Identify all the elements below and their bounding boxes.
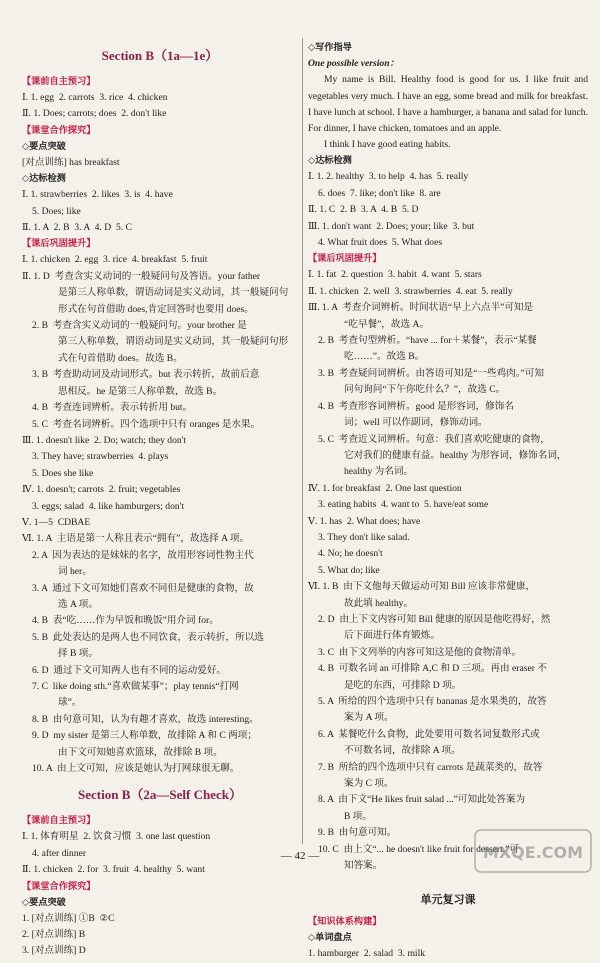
heading-after-class: 【课后巩固提升】 — [22, 238, 96, 250]
answer-line: 4. B 表“吃……作为早饭和晚饭”用介词 for。 — [32, 615, 219, 627]
column-divider — [302, 38, 303, 844]
watermark-text: MXQE.COM — [482, 843, 584, 862]
answer-line: Ⅱ. 1. A 2. B 3. A 4. D 5. C — [22, 222, 132, 234]
answer-line: Ⅰ. 1. fat 2. question 3. habit 4. want 5. stars — [308, 269, 482, 281]
answer-line: 3. C 由下文列举的内容可知这是他的食物清单。 — [318, 646, 522, 658]
answer-line: 2. D 由上下文内容可知 Bill 健康的原因是他吃得好，然 — [318, 613, 551, 625]
answer-line: 3. [对点训练] D — [22, 945, 86, 957]
answer-line: 案为 C 项。 — [344, 778, 394, 790]
answer-line: 3. They have; strawberries 4. plays — [32, 451, 169, 463]
answer-line: Ⅵ. 1. A 主语是第一人称且表示“拥有”，故选择 A 项。 — [22, 533, 250, 545]
answer-line: healthy 为名词。 — [344, 466, 414, 478]
answer-line: 5. Does she like — [32, 467, 94, 479]
answer-line: 4. What fruit does 5. What does — [318, 237, 443, 249]
answer-line: Ⅰ. 1. egg 2. carrots 3. rice 4. chicken — [22, 92, 168, 103]
answer-line: 选 A 项。 — [58, 598, 98, 610]
answer-line: 后下面进行体育锻炼。 — [344, 630, 440, 642]
heading-in-class: 【课堂合作探究】 — [22, 124, 96, 136]
answer-line: 7. C like doing sth.“喜欢做某事”；play tennis“打网 — [32, 681, 239, 692]
heading-knowledge: 【知识体系构建】 — [308, 916, 382, 928]
answer-line: B 项。 — [344, 810, 372, 822]
answer-line: 词；well 可以作副词，修饰动词。 — [344, 417, 488, 429]
answer-line: 2. B 考查含实义动词的一般疑问句。your brother 是 — [32, 320, 247, 332]
answer-line: 问句询问“下午你吃什么？”，故选 C。 — [344, 384, 506, 396]
answer-line: 5. B 此处表达的是两人也不同饮食，表示转折，所以选 — [32, 631, 264, 643]
answer-line: 3. eggs; salad 4. like hamburgers; don't — [32, 500, 185, 512]
watermark-logo — [474, 829, 592, 873]
answer-line: 第三人称单数，谓语动词是实义动词，其一般疑问句形 — [58, 336, 289, 348]
answer-line: 由下文可知她喜欢篮球，故排除 B 项。 — [58, 746, 223, 758]
answer-line: 3. eating habits 4. want to 5. have/eat some — [318, 499, 489, 511]
answer-line: 式在句首借助 does。故选 B。 — [58, 352, 183, 364]
answer-line: Ⅲ. 1. doesn't like 2. Do; watch; they don't — [22, 434, 187, 446]
answer-line: 10. A 由上文可知，应该是她认为打网球很无聊。 — [32, 763, 240, 775]
heading-after-class: 【课后巩固提升】 — [308, 253, 382, 265]
answer-line: 9. D my sister 是第三人称单数，故排除 A 和 C 两项； — [32, 730, 257, 742]
answer-line: Ⅱ. 1. D 考查含实义动词的一般疑问句及答语。your father — [22, 270, 261, 282]
essay-paragraph: My name is Bill. Healthy food is good for us. I like fruit and vegetables very much. I have an egg, some bread and milk for breakfast. I have lunch at school. I have a hamburger, a banana and salad for lunch. For dinner, I have chicken, tomatoes and an apple. — [308, 74, 588, 135]
answer-line: 5. What do; like — [318, 564, 380, 576]
answer-line: 6. does 7. like; don't like 8. are — [318, 187, 441, 199]
answer-line: 词 her。 — [58, 566, 92, 578]
answer-line: Ⅰ. 1. 2. healthy 3. to help 4. has 5. really — [308, 171, 469, 183]
right-column — [308, 40, 588, 963]
subheading-writing: ◇写作指导 — [308, 42, 352, 53]
answer-line: 是吃的东西，可排除 D 项。 — [344, 679, 462, 691]
left-column — [22, 38, 298, 960]
answer-line: 故此填 healthy。 — [344, 597, 414, 609]
page-number: — 42 — — [280, 850, 320, 862]
answer-line: 8. B 由句意可知，认为有趣才喜欢，故选 interesting。 — [32, 713, 259, 725]
answer-line: 1. [对点训练] ①B ②C — [22, 912, 115, 924]
subheading-key-points: ◇要点突破 — [22, 896, 66, 908]
answer-line: 不可数名词，故排除 A 项。 — [344, 745, 461, 757]
answer-line: 2. A 因为表达的是妹妹的名字，故用形容词性物主代 — [32, 549, 254, 561]
answer-line: Ⅳ. 1. for breakfast 2. One last question — [308, 482, 462, 494]
answer-line: 3. B 考查疑问词辨析。由答语可知是“一些鸡肉。”可知 — [318, 367, 544, 379]
answer-line: Ⅲ. 1. don't want 2. Does; your; like 3. but — [308, 220, 475, 232]
answer-line: 形式在句首借助 does,肯定回答时也要用 does。 — [58, 303, 254, 315]
answer-line: 6. A 某餐吃什么食物，此处要用可数名词复数形式或 — [318, 728, 540, 740]
answer-line: 4. B 可数名词 an 可排除 A,C 和 D 三项。再由 eraser 不 — [318, 663, 547, 675]
answer-line: 吃……”。故选 B。 — [344, 351, 425, 363]
answer-line: 4. No; he doesn't — [318, 548, 383, 560]
answer-line: 7. B 所给的四个选项中只有 carrots 是蔬菜类的，故答 — [318, 761, 543, 773]
answer-line: Ⅱ. 1. Does; carrots; does 2. don't like — [22, 108, 167, 120]
section-title-2: Section B（2a—Self Check） — [78, 787, 242, 803]
answer-line: 4. after dinner — [32, 847, 87, 859]
answer-line: Ⅴ. 1. has 2. What does; have — [308, 515, 421, 527]
essay-label: One possible version： — [308, 58, 400, 69]
answer-line: Ⅰ. 1. chicken 2. egg 3. rice 4. breakfast 5. fruit — [22, 254, 208, 266]
heading-pre-class: 【课前自主预习】 — [22, 815, 96, 827]
answer-line: 8. A 由下文“He likes fruit salad ...”可知此处答案为 — [318, 794, 526, 806]
answer-line: [对点训练] has breakfast — [22, 156, 120, 168]
answer-line: 2. B 考查句型辨析。“have ... for＋某餐”，表示“某餐 — [318, 335, 537, 347]
answer-line: Ⅰ. 1. 体育明星 2. 饮食习惯 3. one last question — [22, 831, 211, 843]
answer-line: Ⅴ. 1—5 CDBAE — [22, 516, 91, 528]
answer-line: Ⅰ. 1. strawberries 2. likes 3. is 4. have — [22, 189, 173, 201]
heading-pre-class: 【课前自主预习】 — [22, 76, 96, 87]
answer-line: 思相反。he 是第三人称单数，故选 B。 — [58, 385, 223, 397]
answer-line: 1. hamburger 2. salad 3. milk — [308, 948, 426, 960]
answer-line: “吃早餐”，故选 A。 — [344, 318, 429, 330]
answer-line: 5. A 所给的四个选项中只有 bananas 是水果类的，故答 — [318, 696, 547, 708]
answer-line: 4. B 考查形容词辨析。good 是形容词，修饰名 — [318, 400, 514, 412]
answer-line: 3. They don't like salad. — [318, 531, 410, 543]
answer-line: Ⅵ. 1. B 由下文他每天做运动可知 Bill 应该非常健康， — [308, 581, 536, 593]
answer-line: 3. A 通过下文可知她们喜欢不同但是健康的食物，故 — [32, 582, 254, 594]
heading-in-class: 【课堂合作探究】 — [22, 880, 96, 892]
answer-line: Ⅳ. 1. doesn't; carrots 2. fruit; vegetables — [22, 484, 181, 496]
answer-line: Ⅱ. 1. chicken 2. for 3. fruit 4. healthy 5. want — [22, 864, 205, 876]
answer-line: 5. C 考查名词辨析。四个选项中只有 oranges 是水果。 — [32, 418, 261, 430]
answer-line: Ⅱ. 1. chicken 2. well 3. strawberries 4. eat 5. really — [308, 285, 513, 297]
answer-line: 6. D 通过下文可知两人也有不同的运动爱好。 — [32, 664, 227, 676]
answer-line: 知答案。 — [344, 860, 383, 872]
answer-line: 2. [对点训练] B — [22, 929, 86, 941]
subheading-check: ◇达标检测 — [22, 173, 66, 185]
section-title-1: Section B（1a—1e） — [101, 48, 219, 63]
answer-line: 球”。 — [58, 697, 82, 709]
answer-line: 5. Does; like — [32, 205, 81, 217]
subheading-key-points: ◇要点突破 — [22, 140, 66, 152]
answer-line: Ⅲ. 1. A 考查介词辨析。时间状语“早上六点半”可知是 — [308, 302, 534, 314]
answer-line: 案为 A 项。 — [344, 712, 394, 724]
answer-line: Ⅱ. 1. C 2. B 3. A 4. B 5. D — [308, 204, 419, 216]
answer-line: 是第三人称单数，谓语动词是实义动词，其一般疑问句 — [58, 287, 289, 299]
essay-paragraph: I think I have good eating habits. — [324, 139, 451, 151]
answer-line: 10. C 由上文“... he doesn't like fruit for dessert.”可 — [318, 843, 520, 855]
answer-line: 5. C 考查近义词辨析。句意：我们喜欢吃健康的食物， — [318, 433, 550, 445]
subheading-check: ◇达标检测 — [308, 155, 352, 167]
answer-line: 它对我们的健康有益。healthy 为形容词，修饰名词， — [344, 449, 567, 461]
answer-line: 9. B 由句意可知。 — [318, 827, 397, 839]
answer-line: 择 B 项。 — [58, 648, 98, 660]
unit-review-title: 单元复习课 — [420, 894, 476, 907]
answer-line: 3. B 考查助动词及动词形式。but 表示转折，故前后意 — [32, 369, 260, 381]
subheading-vocab: ◇单词盘点 — [308, 932, 352, 944]
answer-line: 4. B 考查连词辨析。表示转折用 but。 — [32, 402, 193, 414]
